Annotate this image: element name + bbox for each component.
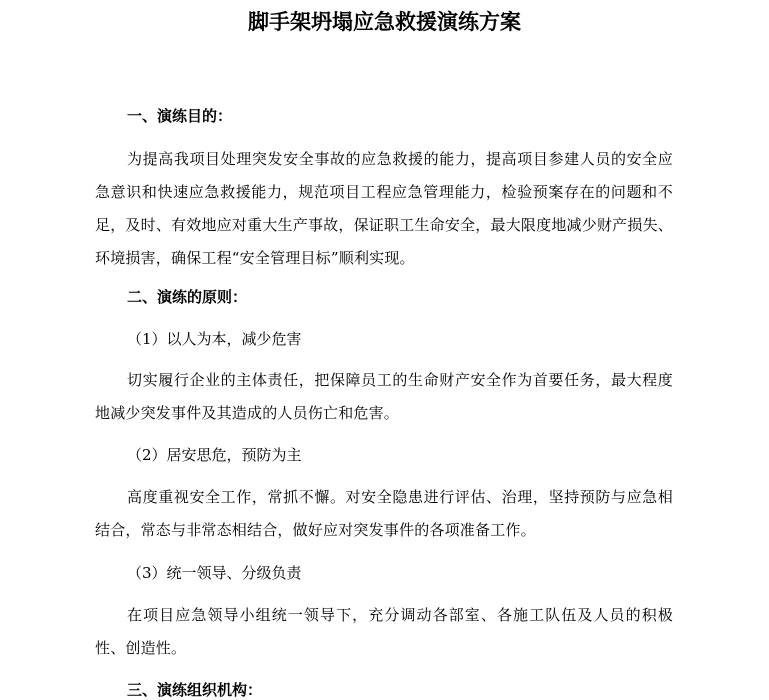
principle-body-2: 高度重视安全工作，常抓不懈。对安全隐患进行评估、治理，坚持预防与应急相结合，常态与非常态相结合，做好应对突发事件的各项准备工作。: [95, 488, 673, 539]
principle-title-1: （1）以人为本，减少危害: [127, 330, 302, 348]
section-heading-purpose: 一、演练目的：: [127, 107, 233, 125]
principle-body-3: 在项目应急领导小组统一领导下，充分调动各部室、各施工队伍及人员的积极性、创造性。: [95, 606, 673, 657]
section-heading-organization: 三、演练组织机构：: [127, 681, 263, 699]
principle-body-1: 切实履行企业的主体责任，把保障员工的生命财产安全作为首要任务，最大程度地减少突发事件及其造成的人员伤亡和危害。: [95, 371, 673, 422]
document-title: 脚手架坍塌应急救援演练方案: [248, 9, 521, 34]
principle-title-3: （3）统一领导、分级负责: [127, 564, 302, 582]
principle-title-2: （2）居安思危，预防为主: [127, 446, 302, 464]
purpose-paragraph: 为提高我项目处理突发安全事故的应急救援的能力，提高项目参建人员的安全应急意识和快速应急救援能力，规范项目工程应急管理能力，检验预案存在的问题和不足，及时、有效地应对重大生产事故，保证职工生命安全，最大限度地减少财产损失、环境损害，确保工程“安全管理目标”顺利实现。: [95, 150, 673, 267]
section-heading-principles: 二、演练的原则：: [127, 288, 248, 306]
